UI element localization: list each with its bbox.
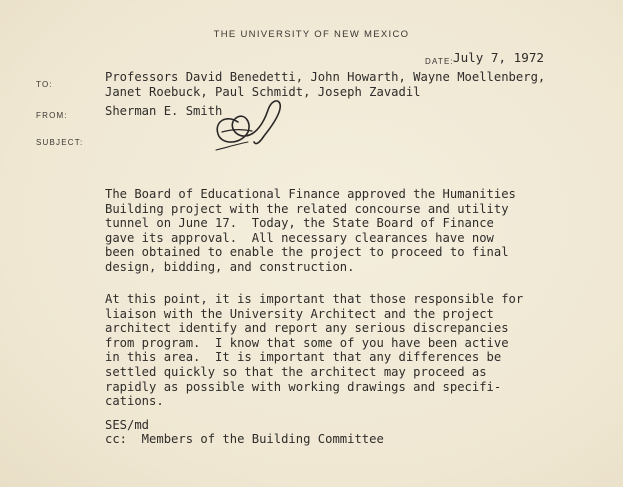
paragraph-line: tunnel on June 17. Today, the State Board of Finance [105, 216, 494, 231]
paragraph-line: architect identify and report any serious discrepancies [105, 321, 509, 336]
from-label: FROM: [36, 111, 68, 120]
paragraph-line: gave its approval. All necessary clearances have now [105, 230, 494, 245]
to-line-1: Professors David Benedetti, John Howarth, Wayne Moellenberg, [105, 70, 546, 84]
date-label: DATE: [425, 57, 454, 66]
subject-label: SUBJECT: [36, 138, 84, 147]
paragraph-line: cations. [105, 394, 164, 409]
to-line-2: Janet Roebuck, Paul Schmidt, Joseph Zavadil [105, 85, 421, 99]
date-value: July 7, 1972 [453, 50, 544, 65]
paragraph-line: design, bidding, and construction. [105, 259, 355, 274]
cc-line: cc: Members of the Building Committee [105, 432, 384, 446]
paragraph-line: rapidly as possible with working drawings and specifi- [105, 379, 502, 394]
body-paragraph-1 [105, 187, 516, 275]
typist-initials: SES/md [105, 418, 150, 432]
from-value: Sherman E. Smith [105, 104, 223, 118]
body-paragraph-2 [105, 292, 523, 409]
paragraph-line: in this area. It is important that any differences be [105, 350, 502, 365]
paragraph-line: from program. I know that some of you have been active [105, 335, 509, 350]
paragraph-line: Building project with the related concourse and utility [105, 201, 509, 216]
paragraph-line: been obtained to enable the project to proceed to final [105, 245, 509, 260]
signature-initials [208, 92, 288, 154]
paragraph-line: liaison with the University Architect and the project [105, 306, 494, 321]
to-label: TO: [36, 80, 53, 89]
paragraph-line: At this point, it is important that those responsible for [105, 292, 524, 306]
paragraph-line: The Board of Educational Finance approved the Humanities [105, 187, 516, 201]
paragraph-line: settled quickly so that the architect may proceed as [105, 364, 487, 379]
letterhead: THE UNIVERSITY OF NEW MEXICO [213, 29, 410, 40]
